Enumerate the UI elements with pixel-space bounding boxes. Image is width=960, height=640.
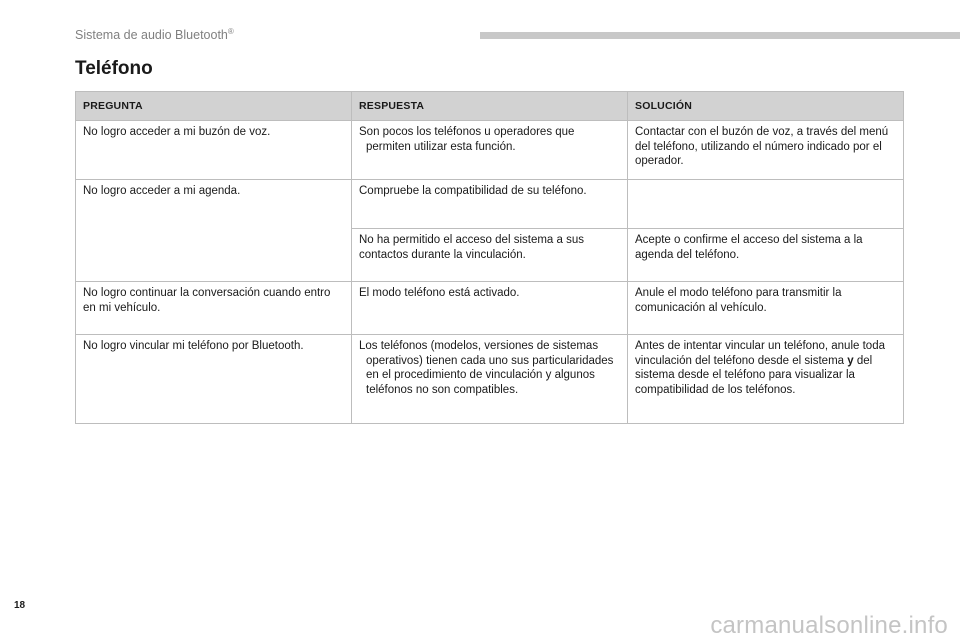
answer-cell: El modo teléfono está activado. <box>352 282 628 335</box>
header-answer: RESPUESTA <box>352 92 628 121</box>
table-row <box>76 335 904 424</box>
page-title: Teléfono <box>75 58 153 79</box>
header-solution: SOLUCIÓN <box>628 92 904 121</box>
solution-cell: Anule el modo teléfono para transmitir la comunicación al vehículo. <box>628 282 904 335</box>
trademark-symbol: ® <box>227 27 234 36</box>
solution-cell <box>628 180 904 229</box>
solution-text-emphasis: y <box>847 354 854 367</box>
question-cell: No logro acceder a mi buzón de voz. <box>76 121 352 180</box>
answer-cell: Compruebe la compatibilidad de su teléfono. <box>352 180 628 229</box>
page-number: 18 <box>14 600 26 611</box>
question-cell: No logro vincular mi teléfono por Bluetooth. <box>76 335 352 424</box>
table-row <box>76 180 904 229</box>
question-cell: No logro acceder a mi agenda. <box>76 180 352 282</box>
solution-cell: Acepte o confirme el acceso del sistema a la agenda del teléfono. <box>628 229 904 282</box>
answer-cell: Los teléfonos (modelos, versiones de sistemas operativos) tienen cada uno sus particularidades en el procedimiento de vinculación y algunos teléfonos no son compatibles. <box>352 335 628 424</box>
answer-cell: Son pocos los teléfonos u operadores que permiten utilizar esta función. <box>352 121 628 180</box>
solution-text-end: del sistema desde el teléfono para visualizar la compatibilidad de los teléfonos. <box>635 354 873 396</box>
faq-table <box>75 91 904 424</box>
section-header <box>75 27 234 42</box>
header-question: PREGUNTA <box>76 92 352 121</box>
watermark: carmanualsonline.info <box>710 612 948 639</box>
solution-cell <box>628 335 904 424</box>
table-row <box>76 121 904 180</box>
solution-text-start: Antes de intentar vincular un teléfono, anule toda vinculación del teléfono desde el sistema <box>635 340 885 367</box>
table-row <box>76 282 904 335</box>
question-cell: No logro continuar la conversación cuando entro en mi vehículo. <box>76 282 352 335</box>
table-header-row <box>76 92 904 121</box>
section-header-text: Sistema de audio Bluetooth <box>75 28 228 43</box>
header-divider-bar <box>480 32 960 39</box>
solution-cell: Contactar con el buzón de voz, a través del menú del teléfono, utilizando el número indicado por el operador. <box>628 121 904 180</box>
answer-cell: No ha permitido el acceso del sistema a sus contactos durante la vinculación. <box>352 229 628 282</box>
